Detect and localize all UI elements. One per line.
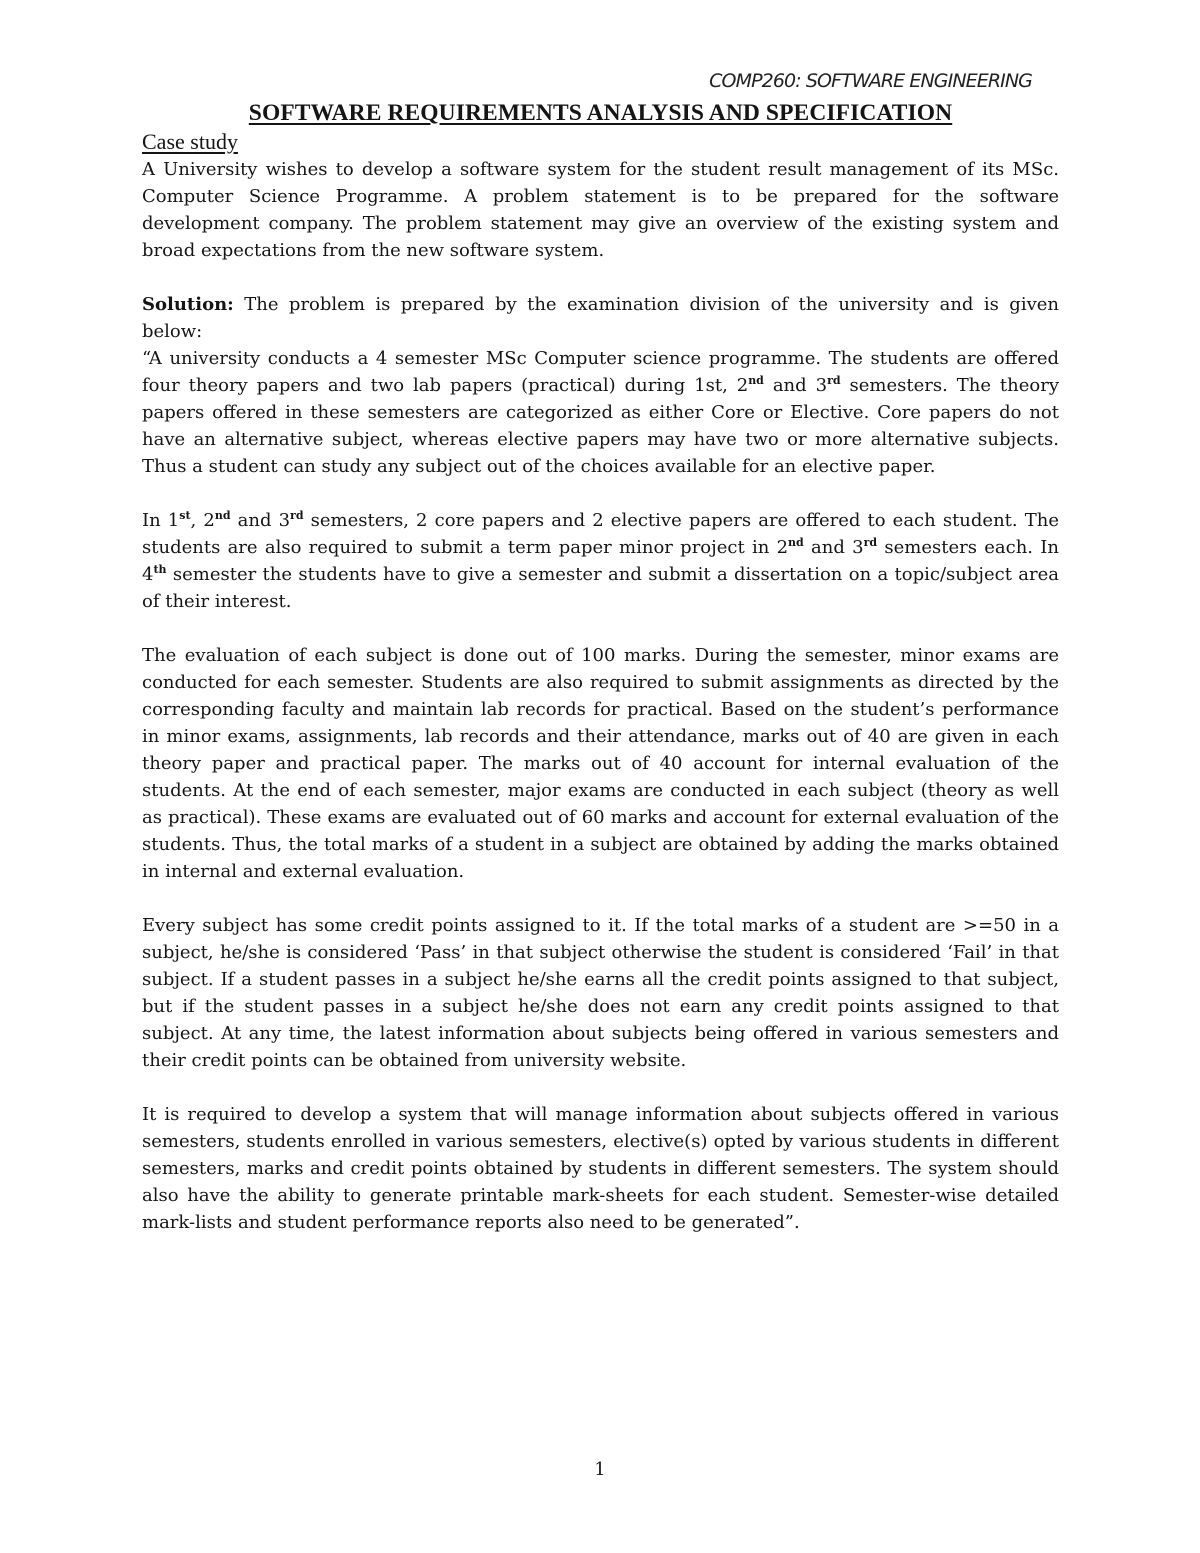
solution-paragraph bbox=[142, 291, 1059, 345]
text-run: semesters each. In 4 bbox=[142, 537, 1059, 585]
ordinal-suffix: th bbox=[153, 563, 167, 576]
ordinal-suffix: nd bbox=[788, 536, 804, 549]
text-run: and 3 bbox=[763, 375, 828, 396]
text-run: semesters. The theory papers offered in these semesters are categorized as either Core or Elective. Core papers do not have an alternative subject, whereas elective papers may have two or more alternative subjects. Thus a student can study any subject out of the choices available for an elective paper. bbox=[142, 375, 1059, 477]
ordinal-suffix: st bbox=[179, 509, 191, 522]
solution-intro: The problem is prepared by the examination division of the university and is given below: bbox=[142, 294, 1059, 342]
paragraph-gap bbox=[142, 480, 1059, 507]
text-run: “A university conducts a 4 semester MSc Computer science programme. The students are offered four theory papers and two lab papers (practical) during 1st, 2 bbox=[142, 348, 1059, 396]
ordinal-suffix: rd bbox=[290, 509, 304, 522]
case-study-paragraph: A University wishes to develop a software system for the student result management of its MSc. Computer Science Programme. A problem statement is to be prepared for the software development company. The problem statement may give an overview of the existing system and broad expectations from the new software system. bbox=[142, 159, 1059, 261]
evaluation-paragraph: The evaluation of each subject is done out of 100 marks. During the semester, minor exams are conducted for each semester. Students are also required to submit assignments as directed by the corresponding faculty and maintain lab records for practical. Based on the student’s performance in minor exams, assignments, lab records and their attendance, marks out of 40 are given in each theory paper and practical paper. The marks out of 40 account for internal evaluation of the students. At the end of each semester, major exams are conducted in each subject (theory as well as practical). These exams are evaluated out of 60 marks and account for external evaluation of the students. Thus, the total marks of a student in a subject are obtained by adding the marks obtained in internal and external evaluation. bbox=[142, 645, 1059, 882]
paragraph-gap bbox=[142, 264, 1059, 291]
text-run: and 3 bbox=[803, 537, 864, 558]
credit-points-paragraph: Every subject has some credit points assigned to it. If the total marks of a student are >=50 in a subject, he/she is considered ‘Pass’ in that subject otherwise the student is considered ‘Fail’ in that subject. If a student passes in a subject he/she earns all the credit points assigned to that subject, but if the student passes in a subject he/she does not earn any credit points assigned to that subject. At any time, the latest information about subjects being offered in various semesters and their credit points can be obtained from university website. bbox=[142, 915, 1059, 1071]
ordinal-suffix: nd bbox=[748, 374, 764, 387]
document-title: SOFTWARE REQUIREMENTS ANALYSIS AND SPECIFICATION bbox=[248, 100, 953, 126]
text-run: and 3 bbox=[230, 510, 291, 531]
ordinal-suffix: nd bbox=[214, 509, 231, 522]
paragraph-gap bbox=[142, 615, 1059, 642]
solution-label: Solution: bbox=[142, 294, 234, 315]
paragraph-gap bbox=[142, 885, 1059, 912]
case-study-heading: Case study bbox=[142, 129, 238, 154]
requirements-paragraph: It is required to develop a system that will manage information about subjects offered in various semesters, students enrolled in various semesters, elective(s) opted by various students in different semesters, marks and credit points obtained by students in different semesters. The system should also have the ability to generate printable mark-sheets for each student. Semester-wise detailed mark-lists and student performance reports also need to be generated”. bbox=[142, 1104, 1059, 1233]
text-run: semesters, 2 core papers and 2 elective papers are offered to each student. The students are also required to submit a term paper minor project in 2 bbox=[142, 510, 1059, 558]
semesters-paragraph bbox=[142, 507, 1059, 615]
ordinal-suffix: rd bbox=[827, 374, 841, 387]
paragraph-gap bbox=[142, 1074, 1059, 1101]
text-run: In 1 bbox=[142, 510, 180, 531]
document-body bbox=[142, 98, 1059, 1236]
programme-paragraph bbox=[142, 345, 1059, 480]
text-run: semester the students have to give a semester and submit a dissertation on a topic/subject area of their interest. bbox=[142, 564, 1059, 612]
running-header: COMP260: SOFTWARE ENGINEERING bbox=[709, 70, 1032, 92]
page-number: 1 bbox=[594, 1459, 606, 1480]
ordinal-suffix: rd bbox=[863, 536, 878, 549]
text-run: , 2 bbox=[190, 510, 215, 531]
